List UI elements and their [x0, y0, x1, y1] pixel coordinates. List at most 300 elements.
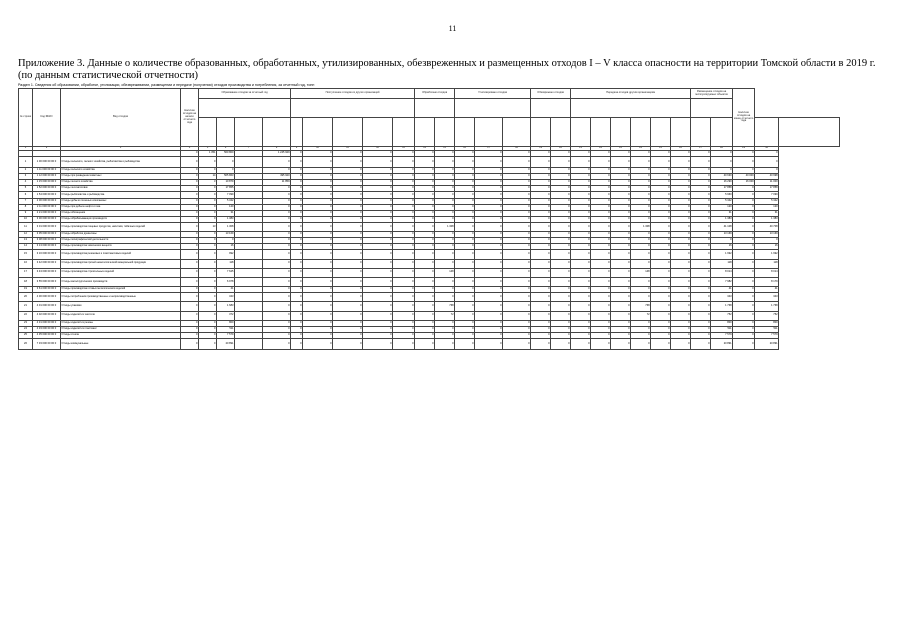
value-cell: 0: [531, 259, 551, 268]
value-cell: 0: [415, 168, 435, 174]
value-cell: 0: [217, 238, 235, 244]
column-number: 20: [551, 147, 571, 151]
value-cell: 0: [691, 204, 711, 210]
waste-type-name: Отходы металлургических производств: [61, 277, 181, 286]
value-cell: 0: [333, 268, 363, 277]
value-cell: 0: [455, 293, 475, 302]
value-cell: 0: [363, 157, 393, 168]
waste-type-name: Отходы производства строительных изделий: [61, 268, 181, 277]
value-cell: 0: [181, 151, 199, 157]
row-number: 23: [19, 320, 33, 326]
value-cell: 0: [531, 244, 551, 250]
value-cell: 1 768: [711, 302, 733, 311]
value-cell: 0: [551, 204, 571, 210]
value-cell: 0: [435, 192, 455, 198]
value-cell: 511: [755, 326, 779, 332]
fkko-code: 3 01 000 00 00 0: [33, 222, 61, 231]
value-cell: 0: [733, 326, 755, 332]
value-cell: 0: [551, 168, 571, 174]
value-cell: 0: [591, 238, 611, 244]
value-cell: 343: [755, 293, 779, 302]
value-cell: 0: [303, 333, 333, 339]
value-cell: 8 014: [711, 268, 733, 277]
value-cell: 1 383: [755, 216, 779, 222]
value-cell: 0: [393, 204, 415, 210]
value-cell: 0: [571, 222, 591, 231]
value-cell: 0: [631, 168, 651, 174]
value-cell: 0: [733, 277, 755, 286]
column-number: 18: [503, 147, 531, 151]
value-cell: 0: [263, 320, 291, 326]
value-cell: 0: [503, 238, 531, 244]
value-cell: 0: [631, 244, 651, 250]
fkko-code: 2 11 000 00 00 0: [33, 204, 61, 210]
value-cell: 0: [303, 186, 333, 192]
value-cell: 0: [263, 311, 291, 320]
value-cell: 0: [181, 333, 199, 339]
value-cell: 0: [393, 326, 415, 332]
value-cell: 0: [435, 244, 455, 250]
value-cell: 0: [455, 268, 475, 277]
fkko-code: 4 33 000 00 00 0: [33, 326, 61, 332]
value-cell: 0: [631, 192, 651, 198]
value-cell: 0: [263, 157, 291, 168]
value-cell: 0: [263, 216, 291, 222]
value-cell: 118: [755, 259, 779, 268]
value-cell: 0: [651, 326, 671, 332]
value-cell: 0: [455, 157, 475, 168]
value-cell: 0: [263, 277, 291, 286]
fkko-code: 3 13 000 00 00 0: [33, 244, 61, 250]
value-cell: 0: [303, 238, 333, 244]
value-cell: 0: [551, 293, 571, 302]
column-number: 30: [755, 147, 779, 151]
value-cell: 0: [415, 293, 435, 302]
value-cell: 0: [611, 204, 631, 210]
waste-type-name: Отходы изделий из резины: [61, 320, 181, 326]
value-cell: 0: [263, 198, 291, 204]
value-cell: 0: [363, 311, 393, 320]
value-cell: [235, 268, 263, 277]
row-number: 12: [19, 232, 33, 238]
header-processed: Обработано отходов: [415, 89, 455, 99]
value-cell: 0: [415, 238, 435, 244]
row-number: 1: [19, 157, 33, 168]
value-cell: 0: [455, 186, 475, 192]
value-cell: 41 108: [711, 222, 733, 231]
value-cell: 0: [591, 192, 611, 198]
value-cell: 0: [333, 198, 363, 204]
value-cell: 0: [733, 151, 755, 157]
header-received: Поступление отходов из других организаций: [291, 89, 415, 99]
value-cell: 0: [415, 302, 435, 311]
column-number: 11: [333, 147, 363, 151]
value-cell: 7 982: [711, 277, 733, 286]
value-cell: 0: [291, 198, 303, 204]
value-cell: 0: [303, 277, 333, 286]
value-cell: 40 708: [755, 222, 779, 231]
value-cell: 0: [611, 216, 631, 222]
value-cell: 0: [631, 320, 651, 326]
waste-type-name: Отходы лесного хозяйства: [61, 180, 181, 186]
value-cell: 6 978: [217, 277, 235, 286]
value-cell: 0: [531, 302, 551, 311]
value-cell: 118: [217, 259, 235, 268]
value-cell: 0: [755, 238, 779, 244]
value-cell: 0: [611, 320, 631, 326]
value-cell: 0: [435, 232, 455, 238]
value-cell: 0: [363, 186, 393, 192]
value-cell: 0: [303, 204, 333, 210]
value-cell: 0: [475, 250, 503, 259]
value-cell: 0: [591, 277, 611, 286]
value-cell: 0: [631, 277, 651, 286]
header-final-stock: Наличие отходов на конец отчетного года: [733, 89, 755, 147]
value-cell: 0: [571, 204, 591, 210]
value-cell: 0: [291, 320, 303, 326]
value-cell: 0: [303, 293, 333, 302]
value-cell: 0: [263, 222, 291, 231]
value-cell: [235, 302, 263, 311]
value-cell: 0: [733, 339, 755, 350]
value-cell: 0: [571, 174, 591, 180]
value-cell: 511: [217, 326, 235, 332]
value-cell: 0: [503, 222, 531, 231]
value-cell: 0: [733, 222, 755, 231]
value-cell: 0: [363, 320, 393, 326]
value-cell: 0: [415, 320, 435, 326]
value-cell: 0: [303, 180, 333, 186]
row-number: 21: [19, 302, 33, 311]
column-number: 24: [631, 147, 651, 151]
value-cell: 41: [711, 287, 733, 293]
value-cell: 0: [503, 302, 531, 311]
value-cell: 5 342: [217, 198, 235, 204]
value-cell: 0: [531, 339, 551, 350]
value-cell: 0: [571, 302, 591, 311]
value-cell: 11 000: [755, 180, 779, 186]
value-cell: 0: [631, 333, 651, 339]
row-number: 13: [19, 238, 33, 244]
value-cell: 0: [651, 238, 671, 244]
value-cell: 0: [611, 198, 631, 204]
value-cell: 0: [551, 302, 571, 311]
value-cell: 0: [435, 333, 455, 339]
value-cell: 0: [551, 287, 571, 293]
column-number: 3: [61, 147, 181, 151]
value-cell: 0: [631, 174, 651, 180]
value-cell: 0: [475, 326, 503, 332]
value-cell: 0: [393, 259, 415, 268]
column-number: 12: [363, 147, 393, 151]
column-number: 2: [33, 147, 61, 151]
value-cell: 0: [711, 168, 733, 174]
value-cell: 0: [591, 198, 611, 204]
value-cell: 0: [455, 250, 475, 259]
value-cell: 0: [435, 287, 455, 293]
value-cell: 0: [531, 186, 551, 192]
value-cell: 0: [691, 320, 711, 326]
page-number: 11: [448, 24, 457, 33]
table-caption: Раздел 1. Сведения об образовании, обработке, утилизации, обезвреживании, размещении и передаче (получении) отходов производства и потребления, за отчетный год, тонн: [18, 83, 315, 87]
value-cell: 0: [181, 320, 199, 326]
value-cell: 0: [333, 180, 363, 186]
value-cell: 0: [303, 244, 333, 250]
value-cell: 0: [671, 238, 691, 244]
value-cell: 0: [591, 180, 611, 186]
table-row: [19, 222, 840, 231]
value-cell: 0: [333, 293, 363, 302]
value-cell: 0: [631, 151, 651, 157]
value-cell: 0: [475, 186, 503, 192]
value-cell: 0: [199, 287, 217, 293]
value-cell: 0: [631, 157, 651, 168]
value-cell: 0: [435, 238, 455, 244]
fkko-code: 3 08 000 00 00 0: [33, 238, 61, 244]
table-row: [19, 302, 840, 311]
value-cell: 0: [651, 168, 671, 174]
value-cell: 0: [591, 232, 611, 238]
value-cell: 0: [475, 277, 503, 286]
value-cell: 1 245 929: [263, 151, 291, 157]
value-cell: 0: [571, 326, 591, 332]
value-cell: 0: [531, 198, 551, 204]
value-cell: 0: [333, 168, 363, 174]
value-cell: 0: [435, 180, 455, 186]
value-cell: 0: [475, 268, 503, 277]
value-cell: 0: [611, 302, 631, 311]
value-cell: 0: [551, 232, 571, 238]
value-cell: 800: [755, 320, 779, 326]
value-cell: 0: [591, 157, 611, 168]
value-cell: 0: [415, 232, 435, 238]
value-cell: 0: [415, 259, 435, 268]
value-cell: 0: [199, 293, 217, 302]
value-cell: 0: [455, 168, 475, 174]
value-cell: 0: [415, 326, 435, 332]
value-cell: 0: [631, 210, 651, 216]
header-placed: Размещение отходов на эксплуатируемых объектах: [691, 89, 733, 99]
value-cell: 0: [671, 151, 691, 157]
value-cell: 0: [503, 216, 531, 222]
value-cell: 0: [415, 174, 435, 180]
value-cell: 0: [199, 192, 217, 198]
value-cell: 0: [651, 244, 671, 250]
value-cell: 72: [631, 311, 651, 320]
value-cell: 0: [455, 210, 475, 216]
value-cell: 0: [333, 210, 363, 216]
waste-type-name: Отходы производства пищевых продуктов, напитков, табачных изделий: [61, 222, 181, 231]
waste-type-name: Отходы рыболовства и рыбоводства: [61, 192, 181, 198]
value-cell: 0: [263, 268, 291, 277]
value-cell: 0: [611, 168, 631, 174]
value-cell: 0: [611, 238, 631, 244]
value-cell: 7 099: [755, 192, 779, 198]
column-number: 9: [291, 147, 303, 151]
row-number: 15: [19, 250, 33, 259]
value-cell: 0: [181, 216, 199, 222]
value-cell: 0: [393, 151, 415, 157]
value-cell: 0: [303, 232, 333, 238]
value-cell: 0: [263, 192, 291, 198]
value-cell: 0: [531, 210, 551, 216]
value-cell: 0: [333, 311, 363, 320]
value-cell: 0: [291, 232, 303, 238]
value-cell: 0: [475, 174, 503, 180]
value-cell: [235, 293, 263, 302]
value-cell: 0: [199, 244, 217, 250]
value-cell: 0: [571, 186, 591, 192]
value-cell: [235, 250, 263, 259]
waste-data-table: [18, 88, 840, 350]
value-cell: 0: [733, 302, 755, 311]
value-cell: 7 579: [755, 333, 779, 339]
value-cell: 1 992: [711, 250, 733, 259]
value-cell: 20 891: [711, 339, 733, 350]
value-cell: 0: [591, 204, 611, 210]
value-cell: 0: [571, 198, 591, 204]
value-cell: 14: [199, 174, 217, 180]
value-cell: 0: [591, 174, 611, 180]
value-cell: 16: [217, 244, 235, 250]
waste-type-name: Отходы коммунальные: [61, 339, 181, 350]
value-cell: 0: [393, 339, 415, 350]
value-cell: 0: [571, 250, 591, 259]
value-cell: 0: [651, 268, 671, 277]
value-cell: 0: [455, 277, 475, 286]
fkko-code: 1 11 000 00 00 0: [33, 168, 61, 174]
value-cell: 0: [181, 238, 199, 244]
row-number: 8: [19, 204, 33, 210]
value-cell: 0: [671, 311, 691, 320]
value-cell: 0: [455, 192, 475, 198]
waste-type-name: Отходы упаковки: [61, 302, 181, 311]
value-cell: 0: [333, 326, 363, 332]
value-cell: 0: [181, 302, 199, 311]
value-cell: 0: [199, 326, 217, 332]
row-number: 24: [19, 326, 33, 332]
value-cell: 0: [591, 293, 611, 302]
value-cell: 0: [199, 204, 217, 210]
value-cell: 0: [263, 210, 291, 216]
value-cell: 0: [291, 222, 303, 231]
value-cell: 0: [651, 192, 671, 198]
value-cell: 0: [551, 339, 571, 350]
value-cell: 0: [199, 333, 217, 339]
value-cell: 0: [631, 204, 651, 210]
value-cell: 0: [571, 259, 591, 268]
value-cell: 0: [455, 339, 475, 350]
value-cell: 0: [455, 232, 475, 238]
value-cell: 0: [571, 151, 591, 157]
value-cell: 0: [291, 180, 303, 186]
value-cell: 0: [503, 293, 531, 302]
header-row-number: № строки: [19, 89, 33, 147]
row-number: 25: [19, 333, 33, 339]
value-cell: 0: [651, 198, 671, 204]
value-cell: 1 768: [755, 302, 779, 311]
value-cell: 0: [475, 204, 503, 210]
value-cell: [235, 339, 263, 350]
value-cell: 0: [571, 320, 591, 326]
value-cell: 0: [503, 259, 531, 268]
value-cell: 0: [291, 287, 303, 293]
value-cell: 0: [733, 244, 755, 250]
column-number: 19: [531, 147, 551, 151]
value-cell: 5 960: [711, 192, 733, 198]
value-cell: 0: [393, 268, 415, 277]
value-cell: 343: [217, 293, 235, 302]
value-cell: 0: [363, 232, 393, 238]
value-cell: 0: [671, 287, 691, 293]
value-cell: 0: [691, 339, 711, 350]
value-cell: 0: [415, 244, 435, 250]
value-cell: 0: [631, 326, 651, 332]
value-cell: 0: [651, 287, 671, 293]
value-cell: 0: [435, 151, 455, 157]
value-cell: 0: [303, 287, 333, 293]
waste-type-name: Отходы изделий из текстиля: [61, 311, 181, 320]
value-cell: 0: [631, 232, 651, 238]
value-cell: 0: [303, 222, 333, 231]
value-cell: 0: [475, 259, 503, 268]
value-cell: 0: [551, 157, 571, 168]
value-cell: 0: [611, 180, 631, 186]
value-cell: 0: [415, 198, 435, 204]
value-cell: 0: [415, 186, 435, 192]
value-cell: 0: [333, 222, 363, 231]
page-title: Приложение 3. Данные о количестве образованных, обработанных, утилизированных, обезвреженных и размещенных отходов I – V класса опасности на территории Томской области в 2019 г. (по данным статистической отчетности): [18, 58, 876, 81]
value-cell: 0: [571, 311, 591, 320]
value-cell: 0: [291, 326, 303, 332]
value-cell: 0: [671, 168, 691, 174]
value-cell: 0: [415, 250, 435, 259]
value-cell: 17 858: [755, 186, 779, 192]
value-cell: 0: [631, 198, 651, 204]
value-cell: 0: [199, 320, 217, 326]
value-cell: 0: [571, 192, 591, 198]
value-cell: 0: [591, 333, 611, 339]
value-cell: 0: [435, 174, 455, 180]
value-cell: 0: [435, 326, 455, 332]
value-cell: 0: [263, 287, 291, 293]
value-cell: 0: [393, 250, 415, 259]
value-cell: 41: [755, 287, 779, 293]
value-cell: 495 920: [263, 174, 291, 180]
value-cell: 0: [415, 277, 435, 286]
value-cell: 0: [591, 311, 611, 320]
value-cell: 1 683: [217, 302, 235, 311]
value-cell: 148: [631, 268, 651, 277]
value-cell: 0: [631, 238, 651, 244]
value-cell: 0: [363, 302, 393, 311]
value-cell: 0: [691, 216, 711, 222]
value-cell: 0: [733, 204, 755, 210]
value-cell: 0: [435, 259, 455, 268]
value-cell: 0: [303, 192, 333, 198]
value-cell: 1 308: [217, 222, 235, 231]
value-cell: 0: [181, 157, 199, 168]
waste-type-name: Отходы обрабатывающих производств: [61, 216, 181, 222]
value-cell: 0: [181, 232, 199, 238]
column-number: 5: [199, 147, 217, 151]
value-cell: [235, 222, 263, 231]
value-cell: 0: [733, 186, 755, 192]
value-cell: 0: [333, 157, 363, 168]
value-cell: 0: [571, 268, 591, 277]
value-cell: 0: [671, 192, 691, 198]
value-cell: 0: [303, 302, 333, 311]
